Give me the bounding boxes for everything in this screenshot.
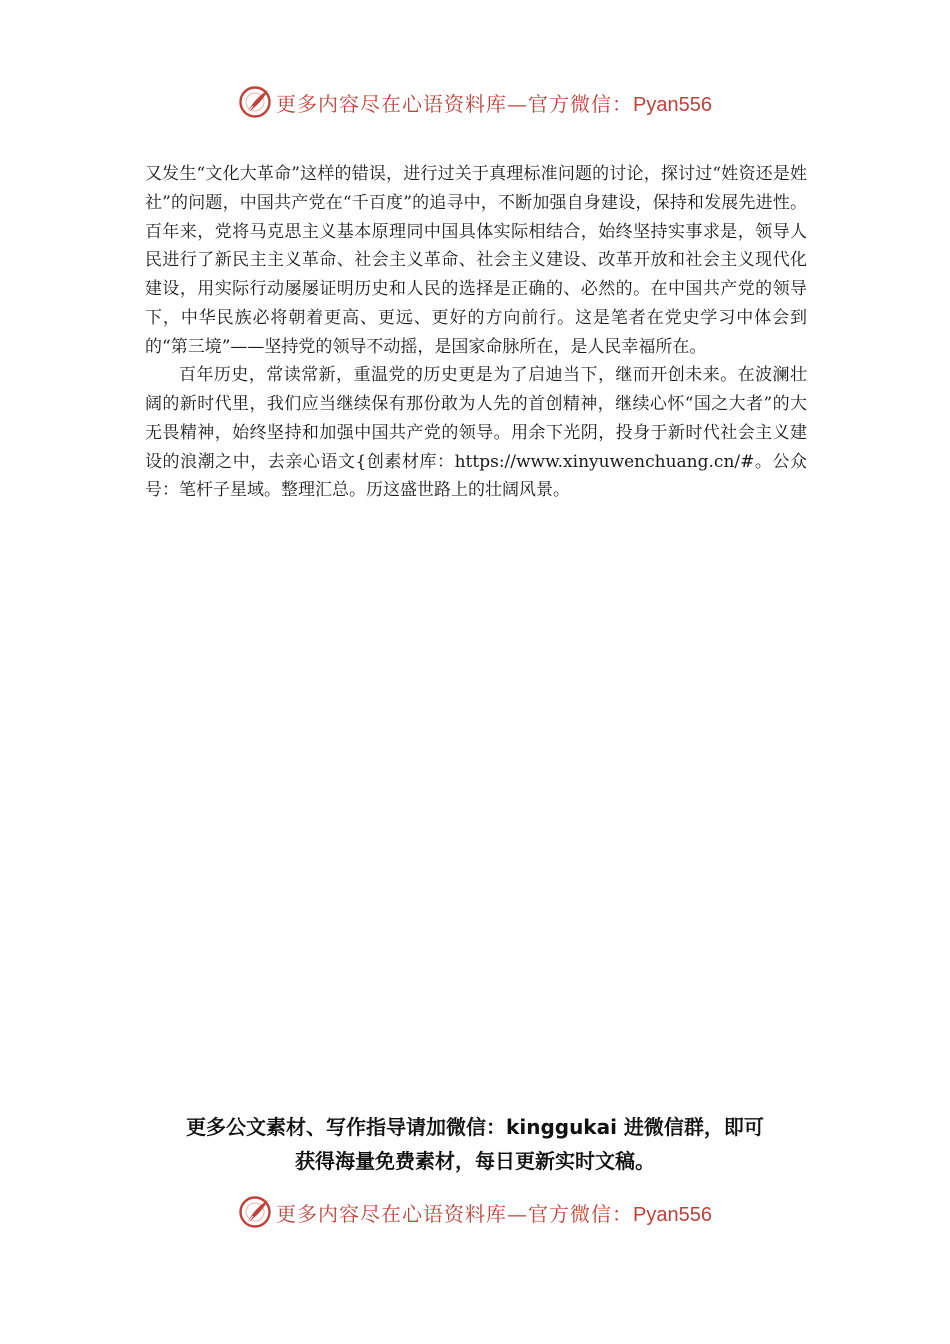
header-banner-label: 更多内容尽在心语资料库—官方微信：: [276, 91, 634, 116]
quill-pen-logo-icon: [238, 85, 272, 119]
quill-pen-logo-icon: [238, 1195, 272, 1229]
promo-line-1: 更多公文素材、写作指导请加微信：kinggukai 进微信群，即可: [186, 1115, 764, 1139]
header-banner-text: [276, 88, 712, 117]
paragraph-continued: 又发生“文化大革命”这样的错误，进行过关于真理标准问题的讨论，探讨过“姓资还是姓社”的问题，中国共产党在“千百度”的追寻中，不断加强自身建设，保持和发展先进性。百年来，党将马克思主义基本原理同中国具体实际相结合，始终坚持实事求是，领导人民进行了新民主主义革命、社会主义革命、社会主义建设、改革开放和社会主义现代化建设，用实际行动屡屡证明历史和人民的选择是正确的、必然的。在中国共产党的领导下，中华民族必将朝着更高、更远、更好的方向前行。这是笔者在党史学习中体会到的“第三境”——坚持党的领导不动摇，是国家命脉所在，是人民幸福所在。: [145, 164, 807, 357]
footer-banner-text: [276, 1198, 712, 1227]
header-banner-wechat-id: Pyan556: [633, 93, 712, 116]
header-banner: [0, 80, 950, 124]
article-body: [145, 160, 807, 505]
promo-line-2: 获得海量免费素材，每日更新实时文稿。: [295, 1149, 655, 1173]
promo-notice: [0, 1110, 950, 1178]
footer-banner-label: 更多内容尽在心语资料库—官方微信：: [276, 1201, 634, 1226]
footer-banner-wechat-id: Pyan556: [633, 1203, 712, 1226]
paragraph-conclusion: 百年历史，常读常新，重温党的历史更是为了启迪当下，继而开创未来。在波澜壮阔的新时代里，我们应当继续保有那份敢为人先的首创精神，继续心怀“国之大者”的大无畏精神，始终坚持和加强中国共产党的领导。用余下光阴，投身于新时代社会主义建设的浪潮之中，去亲心语文{创素材库：https://www.xinyuwenchuang.cn/#。公众号：笔杆子星域。整理汇总。历这盛世路上的壮阔风景。: [145, 365, 807, 501]
footer-banner: [0, 1190, 950, 1234]
